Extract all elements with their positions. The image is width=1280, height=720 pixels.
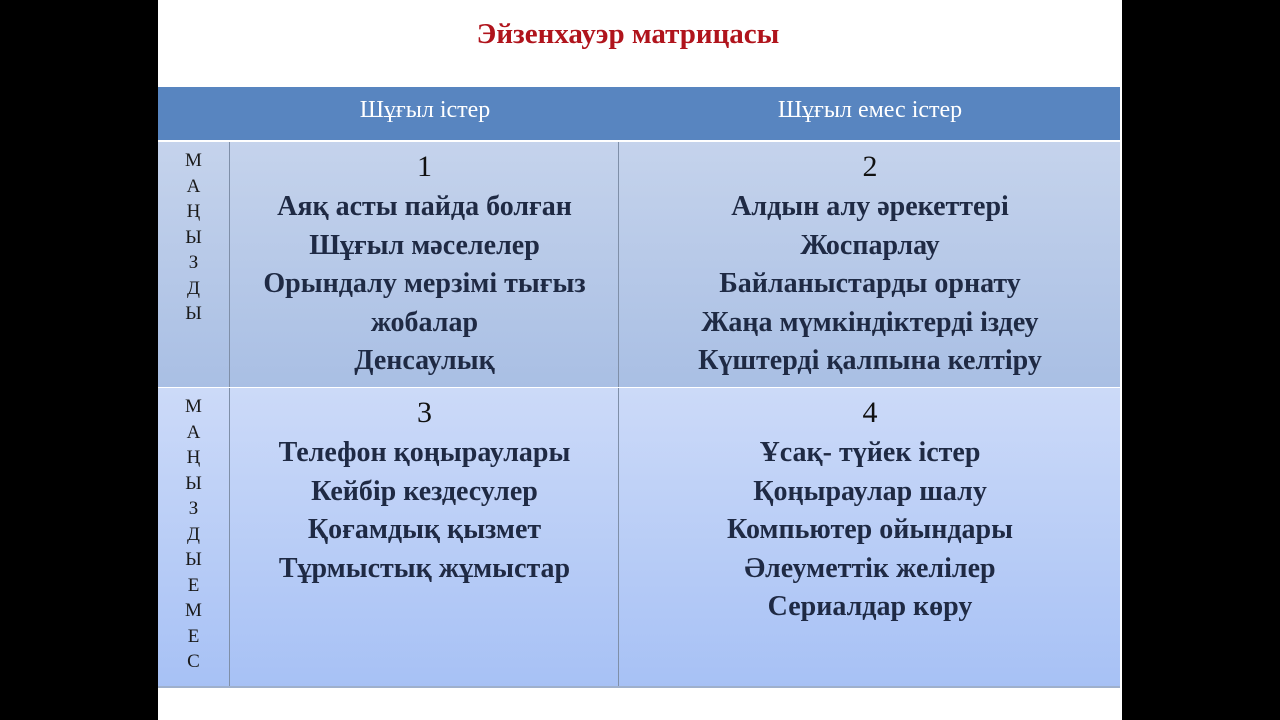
- side-letter: З: [188, 252, 199, 273]
- header-urgent: Шұғыл істер: [359, 97, 491, 123]
- side-letter: Ы: [185, 303, 202, 324]
- side-letter: Ы: [185, 472, 202, 494]
- side-label-not-important: [158, 388, 230, 687]
- side-letter: А: [186, 175, 201, 197]
- row-not-important: [158, 388, 1120, 687]
- quadrant-item: Тұрмыстық жұмыстар: [278, 552, 571, 584]
- quadrant-item: Күштерді қалпына келтіру: [698, 345, 1042, 377]
- side-letter: М: [185, 150, 202, 171]
- slide-title: Эйзенхауэр матрицасы: [476, 18, 780, 50]
- side-letter: Д: [187, 523, 200, 545]
- quadrant-4: [620, 388, 1120, 687]
- quadrant-1: [231, 142, 619, 387]
- side-letter: Д: [187, 277, 200, 299]
- quadrant-number: 2: [862, 150, 878, 183]
- quadrant-item: Ұсақ- түйек істер: [759, 437, 981, 469]
- side-letter: М: [185, 600, 202, 621]
- quadrant-item: Жоспарлау: [800, 229, 940, 261]
- quadrant-2: [620, 142, 1120, 387]
- side-letter: Ы: [185, 226, 202, 248]
- quadrant-item: Қоғамдық қызмет: [307, 514, 542, 546]
- quadrant-item: жобалар: [370, 306, 479, 338]
- eisenhower-matrix: [158, 87, 1120, 687]
- quadrant-item: Компьютер ойындары: [727, 514, 1013, 546]
- matrix-header: [158, 87, 1120, 142]
- quadrant-item: Жаңа мүмкіндіктерді іздеу: [701, 306, 1039, 338]
- quadrant-item: Қоңыраулар шалу: [753, 475, 987, 507]
- matrix-bottom-border: [158, 686, 1120, 688]
- side-letter: Е: [187, 574, 200, 596]
- quadrant-item: Шұғыл мәселелер: [309, 229, 540, 261]
- quadrant-item: Кейбір кездесулер: [311, 475, 538, 507]
- side-letter: М: [185, 396, 202, 417]
- slide: [158, 0, 1122, 720]
- side-letter: Е: [187, 625, 200, 647]
- quadrant-item: Байланыстарды орнату: [719, 268, 1021, 300]
- quadrant-number: 3: [417, 396, 432, 429]
- side-letter: З: [188, 498, 199, 519]
- side-letter: Ң: [186, 201, 201, 222]
- quadrant-3: [231, 388, 619, 687]
- side-letter: Ы: [185, 549, 202, 570]
- row-important: [158, 142, 1120, 387]
- side-letter: Ң: [186, 447, 201, 468]
- side-label-important: [158, 142, 230, 387]
- quadrant-item: Әлеуметтік желілер: [744, 552, 996, 584]
- header-not-urgent: Шұғыл емес істер: [777, 97, 963, 123]
- side-letter: А: [186, 421, 201, 443]
- quadrant-item: Алдын алу әрекеттері: [731, 191, 1009, 223]
- quadrant-item: Денсаулық: [354, 345, 495, 377]
- side-letter: С: [187, 651, 200, 672]
- quadrant-item: Орындалу мерзімі тығыз: [263, 268, 586, 300]
- quadrant-item: Телефон қоңыраулары: [278, 437, 571, 469]
- quadrant-item: Аяқ асты пайда болған: [277, 191, 572, 223]
- quadrant-number: 1: [417, 150, 432, 183]
- quadrant-number: 4: [862, 396, 878, 429]
- quadrant-item: Сериалдар көру: [767, 591, 973, 623]
